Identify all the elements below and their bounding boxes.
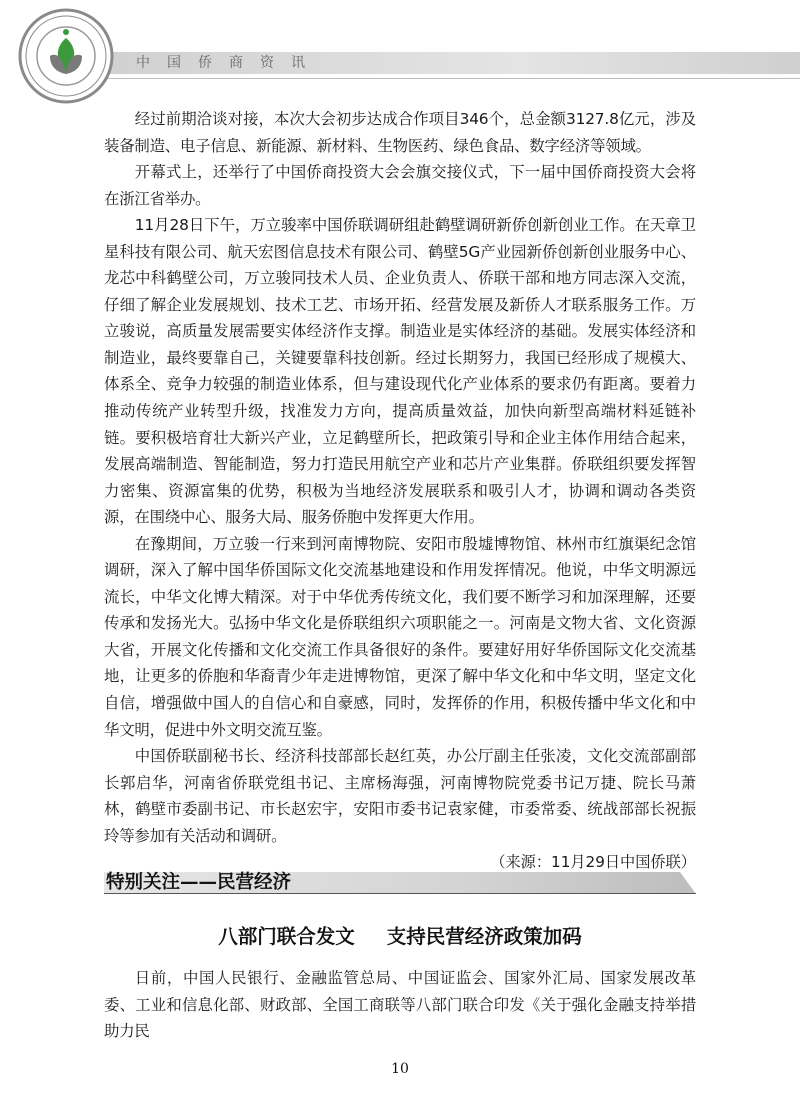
header-rule [96, 78, 800, 79]
source-note: （来源：11月29日中国侨联） [490, 853, 696, 872]
article-title-part-1: 八部门联合发文 [218, 925, 355, 948]
header-title: 中国侨商资讯 [136, 55, 322, 71]
article-body [104, 965, 696, 1045]
paragraph-5: 中国侨联副秘书长、经济科技部部长赵红英，办公厅副主任张凌，文化交流部副部长郭启华，河南省侨联党组书记、主席杨海强，河南博物院党委书记万捷、院长马萧林，鹤壁市委副书记、市长赵宏宇，安阳市委书记袁家健，市委常委、统战部部长祝振玲等参加有关活动和调研。 [104, 747, 696, 845]
paragraph-4: 在豫期间，万立骏一行来到河南博物院、安阳市殷墟博物馆、林州市红旗渠纪念馆调研，深入了解中国华侨国际文化交流基地建设和作用发挥情况。他说，中华文明源远流长，中华文化博大精深。对于中华优秀传统文化，我们要不断学习和加深理解，还要传承和发扬光大。弘扬中华文化是侨联组织六项职能之一。河南是文物大省、文化资源大省，开展文化传播和文化交流工作具备很好的条件。要建好用好华侨国际文化交流基地，让更多的侨胞和华裔青少年走进博物馆，更深了解中华文化和中华文明，坚定文化自信，增强做中国人的自信心和自豪感，同时，发挥侨的作用，积极传播中华文化和中华文明，促进中外文明交流互鉴。 [104, 534, 696, 739]
logo-emblem-icon [18, 8, 114, 104]
body-text [104, 106, 696, 875]
paragraph-2: 开幕式上，还举行了中国侨商投资大会会旗交接仪式，下一届中国侨商投资大会将在浙江省举办。 [104, 163, 696, 208]
article-title [104, 922, 696, 952]
article-title-part-2: 支持民营经济政策加码 [386, 925, 582, 948]
article-paragraph-1: 日前，中国人民银行、金融监管总局、中国证监会、国家外汇局、国家发展改革委、工业和信息化部、财政部、全国工商联等八部门联合印发《关于强化金融支持举措 助力民 [104, 969, 696, 1041]
paragraph-1: 经过前期洽谈对接，本次大会初步达成合作项目346个，总金额3127.8亿元，涉及装备制造、电子信息、新能源、新材料、生物医药、绿色食品、数字经济等领域。 [104, 110, 696, 155]
page-number: 10 [391, 1061, 409, 1077]
section-title: 特别关注——民营经济 [106, 872, 292, 893]
paragraph-3: 11月28日下午，万立骏率中国侨联调研组赴鹤壁调研新侨创新创业工作。在天章卫星科技有限公司、航天宏图信息技术有限公司、鹤壁5G产业园新侨创新创业服务中心、龙芯中科鹤壁公司，万立骏同技术人员、企业负责人、侨联干部和地方同志深入交流，仔细了解企业发展规划、技术工艺、市场开拓、经营发展及新侨人才联系服务工作。万立骏说，高质量发展需要实体经济作支撑。制造业是实体经济的基础。发展实体经济和制造业，最终要靠自己，关键要靠科技创新。经过长期努力，我国已经形成了规模大、体系全、竞争力较强的制造业体系，但与建设现代化产业体系的要求仍有距离。要着力推动传统产业转型升级，找准发力方向，提高质量效益，加快向新型高端材料延链补链。要积极培育壮大新兴产业，立足鹤壁所长，把政策引导和企业主体作用结合起来，发展高端制造、智能制造，努力打造民用航空产业和芯片产业集群。侨联组织要发挥智力密集、资源富集的优势，积极为当地经济发展联系和吸引人才，协调和调动各类资源，在围绕中心、服务大局、服务侨胞中发挥更大作用。 [104, 216, 696, 527]
